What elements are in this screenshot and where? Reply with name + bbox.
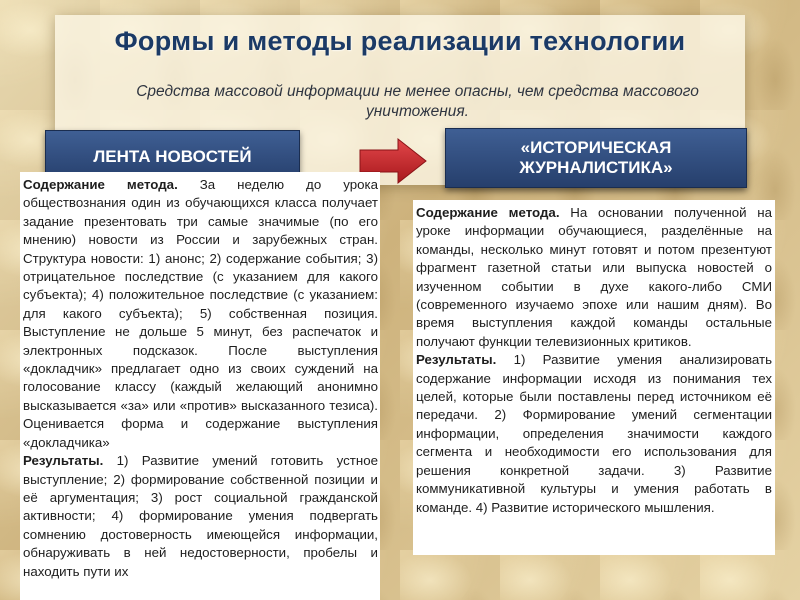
historical-journalism-results-lead: Результаты. — [416, 352, 497, 368]
news-feed-banner: ЛЕНТА НОВОСТЕЙ — [45, 130, 300, 182]
news-feed-content — [23, 176, 378, 452]
historical-journalism-content-text: На основании полученной на уроке информации обучающиеся, разделённые на команды, несколько минут готовят и потом презентуют фрагмент газетной статьи или выпуска новостей о изученном событии в духе какого-либо СМИ (современного изучаемо эпохе или нашим дням). Во время выступления каждой команды остальные получают функции телевизионных критиков. — [416, 205, 772, 349]
news-feed-content-text: За неделю до урока обществознания один из обучающихся класса получает задание презентовать три самые значимые (по его мнению) новости из России и зарубежных стран. Структура новости: 1) анонс; 2) содержание события; 3) отрицательное последствие (с указанием для какого субъекта); 4) положительное последствие (с указанием: для какого субъекта); 5) собственная позиция. Выступление не дольше 5 минут, без распечаток и электронных подсказок. После выступления «докладчик» предлагает одно из своих суждений на голосование классу (каждый желающий анонимно высказывается «за» или «против» высказанного тезиса). Оценивается форма и содержание выступления «докладчика» — [23, 177, 378, 450]
historical-journalism-content-lead: Содержание метода. — [416, 205, 560, 220]
news-feed-results — [23, 452, 378, 581]
historical-journalism-banner — [445, 128, 747, 188]
historical-journalism-results — [416, 351, 772, 517]
historical-journalism-content — [416, 204, 772, 351]
news-feed-results-lead: Результаты. — [23, 453, 104, 469]
slide-title: Формы и методы реализации технологии — [114, 26, 686, 56]
historical-journalism-banner-label: «ИСТОРИЧЕСКАЯ ЖУРНАЛИСТИКА» — [519, 138, 673, 177]
news-feed-content-lead: Содержание метода. — [23, 177, 178, 192]
epigraph-quote: Средства массовой информации не менее опасны, чем средства массового уничтожения. — [136, 83, 699, 120]
historical-journalism-description — [413, 200, 775, 555]
historical-journalism-results-text: 1) Развитие умения анализировать содержание информации исходя из понимания тех целей, которые были поставлены перед источником её передачи. 2) Формирование умений сегментации информации, определения значимости каждого сегмента и необходимости его использования для решения конкретной задачи. 3) Развитие коммуникативной культуры и умения работать в команде. 4) Развитие исторического мышления. — [416, 352, 772, 515]
news-feed-results-text: 1) Развитие умений готовить устное выступление; 2) формирование собственной позиции и её аргументация; 3) рост социальной гражданской активности; 4) формирование умения подвергать сомнению достоверность имеющейся информации, обнаруживать в ней недостоверности, пробелы и находить пути их — [23, 453, 378, 579]
news-feed-description — [20, 172, 380, 600]
